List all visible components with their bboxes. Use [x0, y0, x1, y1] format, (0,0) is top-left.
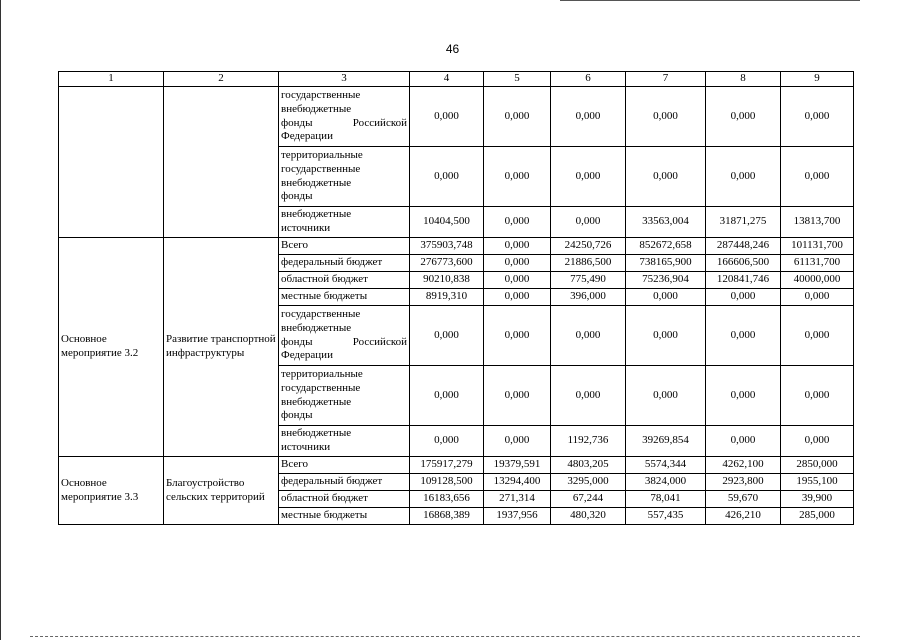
funding-source-line: внебюджетные: [281, 321, 352, 334]
value-cell-col-9: 0,000: [781, 289, 854, 306]
value-cell-col-8: 0,000: [706, 426, 781, 457]
value-cell-col-4: 16183,656: [410, 491, 484, 508]
value-cell-col-5: 0,000: [484, 207, 551, 238]
value-cell-col-8: 166606,500: [706, 255, 781, 272]
value-cell-col-8: 4262,100: [706, 457, 781, 474]
value-cell-col-5: 271,314: [484, 491, 551, 508]
value-cell-col-5: 0,000: [484, 87, 551, 147]
table-row: [59, 457, 854, 474]
funding-source-line: фонды: [281, 409, 313, 422]
value-cell-col-6: 1192,736: [551, 426, 626, 457]
funding-source-cell: [279, 238, 410, 255]
table-body: [59, 87, 854, 525]
column-header-6: 6: [551, 72, 626, 87]
funding-source-cell: [279, 491, 410, 508]
value-cell-col-7: 0,000: [626, 87, 706, 147]
funding-source-line: местные бюджеты: [281, 290, 368, 303]
table-row: [59, 87, 854, 147]
value-cell-col-9: 0,000: [781, 147, 854, 207]
value-cell-col-6: 0,000: [551, 87, 626, 147]
value-cell-col-9: 13813,700: [781, 207, 854, 238]
value-cell-col-8: 0,000: [706, 87, 781, 147]
value-cell-col-9: 39,900: [781, 491, 854, 508]
value-cell-col-4: 16868,389: [410, 508, 484, 525]
funding-source-line: Всего: [281, 239, 308, 252]
value-cell-col-6: 0,000: [551, 147, 626, 207]
value-cell-col-6: 3295,000: [551, 474, 626, 491]
funding-source-line: областной бюджет: [281, 492, 368, 505]
column-header-7: 7: [626, 72, 706, 87]
value-cell-col-6: 4803,205: [551, 457, 626, 474]
funding-source-cell: [279, 474, 410, 491]
value-cell-col-5: 0,000: [484, 426, 551, 457]
value-cell-col-8: 59,670: [706, 491, 781, 508]
funding-source-cell: [279, 306, 410, 366]
value-cell-col-8: 426,210: [706, 508, 781, 525]
funding-source-line: государственные: [281, 89, 361, 101]
scan-bottom-marks: [30, 636, 860, 639]
value-cell-col-8: 120841,746: [706, 272, 781, 289]
value-cell-col-8: 0,000: [706, 366, 781, 426]
value-cell-col-7: 0,000: [626, 306, 706, 366]
value-cell-col-9: 0,000: [781, 87, 854, 147]
value-cell-col-4: 10404,500: [410, 207, 484, 238]
funding-source-line: государственные: [281, 308, 361, 320]
funding-source-line: фонды Российской: [281, 335, 407, 348]
value-cell-col-4: 375903,748: [410, 238, 484, 255]
funding-source-cell: [279, 147, 410, 207]
funding-source-line: федеральный бюджет: [281, 475, 383, 488]
value-cell-col-8: 0,000: [706, 306, 781, 366]
scan-top-marks: [560, 0, 860, 3]
continuation-measure-cell: [59, 87, 164, 238]
funding-source-line: территориальные: [281, 368, 363, 380]
value-cell-col-9: 0,000: [781, 366, 854, 426]
value-cell-col-6: 67,244: [551, 491, 626, 508]
scan-edge-left: [0, 0, 1, 640]
funding-source-line: федеральный бюджет: [281, 256, 383, 269]
value-cell-col-5: 0,000: [484, 238, 551, 255]
funding-source-cell: [279, 87, 410, 147]
value-cell-col-6: 396,000: [551, 289, 626, 306]
value-cell-col-6: 24250,726: [551, 238, 626, 255]
funding-source-line: территориальные: [281, 149, 363, 161]
value-cell-col-5: 0,000: [484, 147, 551, 207]
value-cell-col-7: 39269,854: [626, 426, 706, 457]
value-cell-col-8: 31871,275: [706, 207, 781, 238]
table-header: [59, 72, 854, 87]
value-cell-col-6: 0,000: [551, 207, 626, 238]
funding-source-line: Всего: [281, 458, 308, 471]
funding-source-line: государственные: [281, 162, 361, 175]
value-cell-col-6: 0,000: [551, 366, 626, 426]
measure-title-cell: Благоустройство сельских территорий: [164, 457, 279, 525]
column-header-5: 5: [484, 72, 551, 87]
value-cell-col-4: 109128,500: [410, 474, 484, 491]
value-cell-col-8: 2923,800: [706, 474, 781, 491]
value-cell-col-7: 738165,900: [626, 255, 706, 272]
column-header-8: 8: [706, 72, 781, 87]
funding-source-cell: [279, 289, 410, 306]
funding-source-cell: [279, 255, 410, 272]
funding-source-line: фонды: [281, 190, 313, 203]
funding-source-line: источники: [281, 222, 331, 234]
value-cell-col-6: 775,490: [551, 272, 626, 289]
funding-source-line: областной бюджет: [281, 273, 368, 286]
budget-table: [58, 71, 854, 525]
funding-source-line: источники: [281, 441, 331, 453]
value-cell-col-9: 0,000: [781, 426, 854, 457]
value-cell-col-7: 75236,904: [626, 272, 706, 289]
value-cell-col-7: 3824,000: [626, 474, 706, 491]
funding-source-cell: [279, 207, 410, 238]
value-cell-col-7: 0,000: [626, 289, 706, 306]
funding-source-line: внебюджетные: [281, 395, 352, 408]
value-cell-col-9: 61131,700: [781, 255, 854, 272]
funding-source-line: внебюджетные: [281, 102, 352, 115]
value-cell-col-9: 40000,000: [781, 272, 854, 289]
funding-source-line: внебюджетные: [281, 176, 352, 189]
column-header-2: 2: [164, 72, 279, 87]
value-cell-col-4: 8919,310: [410, 289, 484, 306]
value-cell-col-7: 557,435: [626, 508, 706, 525]
funding-source-cell: [279, 272, 410, 289]
column-header-9: 9: [781, 72, 854, 87]
value-cell-col-5: 13294,400: [484, 474, 551, 491]
value-cell-col-5: 0,000: [484, 289, 551, 306]
value-cell-col-5: 0,000: [484, 272, 551, 289]
value-cell-col-6: 0,000: [551, 306, 626, 366]
value-cell-col-9: 101131,700: [781, 238, 854, 255]
value-cell-col-4: 90210,838: [410, 272, 484, 289]
value-cell-col-5: 0,000: [484, 255, 551, 272]
value-cell-col-7: 0,000: [626, 366, 706, 426]
value-cell-col-4: 0,000: [410, 366, 484, 426]
funding-source-cell: [279, 426, 410, 457]
table-row: [59, 238, 854, 255]
value-cell-col-5: 1937,956: [484, 508, 551, 525]
funding-source-line: местные бюджеты: [281, 509, 368, 522]
funding-source-cell: [279, 508, 410, 525]
value-cell-col-7: 0,000: [626, 147, 706, 207]
measure-cell: Основное мероприятие 3.2: [59, 238, 164, 457]
funding-source-cell: [279, 366, 410, 426]
value-cell-col-9: 2850,000: [781, 457, 854, 474]
funding-source-line: внебюджетные: [281, 427, 352, 440]
value-cell-col-4: 175917,279: [410, 457, 484, 474]
value-cell-col-4: 0,000: [410, 306, 484, 366]
value-cell-col-7: 78,041: [626, 491, 706, 508]
value-cell-col-5: 19379,591: [484, 457, 551, 474]
value-cell-col-7: 5574,344: [626, 457, 706, 474]
value-cell-col-8: 0,000: [706, 147, 781, 207]
column-header-4: 4: [410, 72, 484, 87]
value-cell-col-5: 0,000: [484, 306, 551, 366]
value-cell-col-8: 0,000: [706, 289, 781, 306]
funding-source-line: внебюджетные: [281, 208, 352, 221]
header-row: [59, 72, 854, 87]
page-number: 46: [445, 42, 460, 56]
value-cell-col-6: 480,320: [551, 508, 626, 525]
measure-title-cell: Развитие транспортной инфраструктуры: [164, 238, 279, 457]
funding-source-line: Федерации: [281, 349, 333, 362]
value-cell-col-4: 0,000: [410, 87, 484, 147]
value-cell-col-8: 287448,246: [706, 238, 781, 255]
value-cell-col-5: 0,000: [484, 366, 551, 426]
value-cell-col-9: 285,000: [781, 508, 854, 525]
funding-source-line: фонды Российской: [281, 116, 407, 129]
value-cell-col-7: 852672,658: [626, 238, 706, 255]
continuation-title-cell: [164, 87, 279, 238]
value-cell-col-7: 33563,004: [626, 207, 706, 238]
value-cell-col-4: 276773,600: [410, 255, 484, 272]
value-cell-col-4: 0,000: [410, 426, 484, 457]
measure-cell: Основное мероприятие 3.3: [59, 457, 164, 525]
value-cell-col-4: 0,000: [410, 147, 484, 207]
funding-source-line: Федерации: [281, 130, 333, 143]
column-header-1: 1: [59, 72, 164, 87]
value-cell-col-9: 1955,100: [781, 474, 854, 491]
value-cell-col-6: 21886,500: [551, 255, 626, 272]
funding-source-line: государственные: [281, 381, 361, 394]
column-header-3: 3: [279, 72, 410, 87]
funding-source-cell: [279, 457, 410, 474]
value-cell-col-9: 0,000: [781, 306, 854, 366]
